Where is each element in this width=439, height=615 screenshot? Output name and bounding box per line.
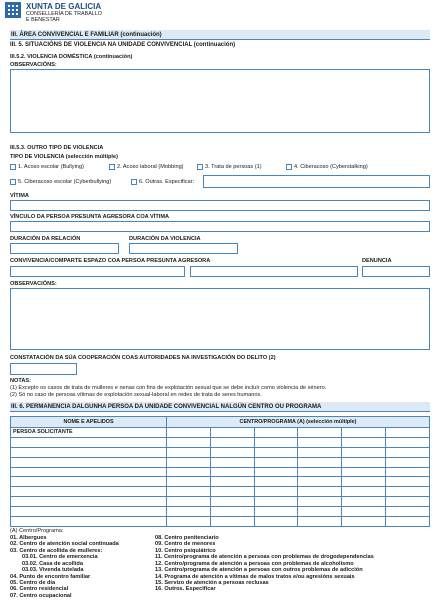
table-row[interactable]: [11, 497, 430, 507]
table-cell[interactable]: [167, 467, 211, 477]
legend-item: 06. Centro residencial: [10, 586, 69, 593]
table-cell[interactable]: [298, 477, 342, 487]
nota-2: (2) Só no caso de persoas vítimas de explotación sexual-laboral en redes de trata de seres humanos.: [10, 392, 262, 398]
convivencia-field-1[interactable]: [10, 266, 185, 277]
table-cell[interactable]: [342, 517, 386, 527]
duracion-violencia-field[interactable]: [129, 243, 238, 254]
org-name: XUNTA DE GALICIA: [26, 2, 102, 11]
legend-item: 03.02. Casa de acollida: [22, 560, 83, 567]
table-cell[interactable]: [210, 467, 254, 477]
violence-type-label: TIPO DE VIOLENCIA (selección múltiple): [10, 154, 118, 160]
section-area-convivencial: III. ÁREA CONVIVENCIAL E FAMILIAR (continuación): [10, 30, 430, 40]
table-cell[interactable]: [342, 467, 386, 477]
table-cell[interactable]: [210, 437, 254, 447]
legend-item: 05. Centro de día: [10, 579, 56, 586]
checkbox-cyberbullying[interactable]: [10, 179, 16, 185]
table-cell[interactable]: [11, 507, 167, 517]
table-row[interactable]: [11, 447, 430, 457]
table-row[interactable]: [11, 487, 430, 497]
table-cell[interactable]: [11, 457, 167, 467]
legend-right-list: [155, 535, 374, 593]
table-cell[interactable]: [386, 428, 430, 438]
dept-line-1: CONSELLERÍA DE TRABALLO: [26, 11, 102, 17]
table-cell[interactable]: [298, 467, 342, 477]
table-cell[interactable]: [342, 457, 386, 467]
col-centro-header: CENTRO/PROGRAMA (A) (selección múltiple): [167, 417, 430, 428]
option-trata: 3. Trata de persoas (1): [205, 164, 262, 170]
observations-label-2: OBSERVACIÓNS:: [10, 281, 57, 287]
table-cell[interactable]: [210, 477, 254, 487]
table-cell[interactable]: [386, 477, 430, 487]
duracion-violencia-label: DURACIÓN DA VIOLENCIA: [129, 236, 201, 242]
centro-programa-table: [10, 416, 430, 527]
nota-1: (1) Excepto os casos de trata de mulleres e nenas con fins de explotación sexual que se debe incluír como violencia de xénero.: [10, 385, 327, 391]
table-row[interactable]: [11, 428, 430, 438]
table-cell[interactable]: [167, 497, 211, 507]
notas-title: NOTAS:: [10, 378, 32, 384]
table-cell[interactable]: [254, 437, 298, 447]
legend-item: 03.01. Centro de emerxencia: [22, 554, 98, 561]
table-cell[interactable]: [210, 487, 254, 497]
table-cell[interactable]: [167, 487, 211, 497]
checkbox-bullying[interactable]: [10, 164, 16, 170]
checkbox-cyberstalking[interactable]: [286, 164, 292, 170]
legend-item: 07. Centro ocupacional: [10, 592, 72, 599]
persoa-solicitante-cell: PERSOA SOLICITANTE: [11, 428, 167, 438]
legend-item: 04. Punto de encontro familiar: [10, 573, 91, 580]
vinculo-field[interactable]: [10, 221, 430, 232]
vitima-field[interactable]: [10, 200, 430, 211]
table-cell[interactable]: [342, 428, 386, 438]
table-cell[interactable]: [11, 487, 167, 497]
table-cell[interactable]: [298, 457, 342, 467]
table-cell[interactable]: [11, 467, 167, 477]
table-row[interactable]: [11, 517, 430, 527]
legend-item: 02. Centro de atención social continuada: [10, 541, 119, 548]
table-cell[interactable]: [386, 487, 430, 497]
table-cell[interactable]: [298, 428, 342, 438]
table-cell[interactable]: [298, 487, 342, 497]
table-cell[interactable]: [254, 477, 298, 487]
legend-item: 13. Centro/programa de atención a persoas con outros problemas de adicción: [155, 567, 363, 574]
table-cell[interactable]: [11, 517, 167, 527]
table-cell[interactable]: [386, 517, 430, 527]
table-cell[interactable]: [298, 447, 342, 457]
observations-field-2[interactable]: [10, 288, 430, 350]
table-cell[interactable]: [254, 467, 298, 477]
table-cell[interactable]: [254, 497, 298, 507]
legend-item: 12. Centro/programa de atención a persoas con problemas de alcoholismo: [155, 560, 354, 567]
observations-field-1[interactable]: [10, 69, 430, 133]
table-row[interactable]: [11, 437, 430, 447]
table-cell[interactable]: [254, 517, 298, 527]
logo: [5, 2, 21, 18]
table-row[interactable]: [11, 477, 430, 487]
table-cell[interactable]: [167, 507, 211, 517]
subsection-iii53: III.5.3. OUTRO TIPO DE VIOLENCIA: [10, 145, 104, 151]
legend-item: 14. Programa de atención a vítimas de malos tratos e/ou agresións sexuais: [155, 573, 355, 580]
table-cell[interactable]: [210, 517, 254, 527]
constatacion-label: CONSTATACIÓN DA SÚA COOPERACIÓN COAS AUTORIDADES NA INVESTIGACIÓN DO DELITO (2): [10, 355, 276, 361]
legend-title: (A) Centro/Programa:: [10, 528, 64, 534]
legend-item: 08. Centro penitenciario: [155, 535, 219, 541]
xunta-logo-icon: [5, 2, 21, 18]
convivencia-field-2[interactable]: [190, 266, 358, 277]
table-cell[interactable]: [386, 497, 430, 507]
duracion-relacion-field[interactable]: [10, 243, 119, 254]
legend-item: 16. Outros. Especificar: [155, 586, 216, 593]
table-cell[interactable]: [386, 447, 430, 457]
legend-item: 09. Centro de menores: [155, 541, 216, 548]
option-bullying: 1. Acoso escolar (Bullying): [18, 164, 84, 170]
checkbox-mobbing[interactable]: [109, 164, 115, 170]
table-cell[interactable]: [167, 477, 211, 487]
duracion-relacion-label: DURACIÓN DA RELACIÓN: [10, 236, 81, 242]
table-cell[interactable]: [11, 437, 167, 447]
table-cell[interactable]: [210, 507, 254, 517]
option-cyberstalking: 4. Ciberacoso (Cyberstalking): [294, 164, 368, 170]
table-cell[interactable]: [167, 447, 211, 457]
col-name-header: NOME E APELIDOS: [11, 417, 167, 428]
legend-item: 15. Servizo de atención a persoas reclusas: [155, 579, 269, 586]
denuncia-label: DENUNCIA: [362, 258, 392, 264]
section-iii6: III. 6. PERMANENCIA DALGUNHA PERSOA DA UNIDADE CONVIVENCIAL NALGÚN CENTRO OU PROGRAMA: [10, 402, 430, 412]
table-row[interactable]: [11, 457, 430, 467]
table-cell[interactable]: [298, 497, 342, 507]
table-cell[interactable]: [167, 457, 211, 467]
table-cell[interactable]: [210, 497, 254, 507]
legend-item: 03. Centro de acollida de mulleres:: [10, 547, 103, 554]
table-cell[interactable]: [11, 497, 167, 507]
table-cell[interactable]: [386, 437, 430, 447]
table-cell[interactable]: [386, 457, 430, 467]
checkbox-trata[interactable]: [197, 164, 203, 170]
table-cell[interactable]: [167, 517, 211, 527]
option-outras: 6. Outras. Especificar:: [139, 179, 195, 185]
legend-item: 11. Centro/programa de atención a persoas con problemas de drogodependencias: [155, 554, 374, 561]
table-row[interactable]: [11, 507, 430, 517]
legend-item: 01. Albergues: [10, 535, 47, 541]
vitima-label: VÍTIMA: [10, 193, 29, 199]
table-cell[interactable]: [342, 507, 386, 517]
table-cell[interactable]: [210, 457, 254, 467]
table-header-row: [11, 417, 430, 428]
subsection-iii52: III.5.2. VIOLENCIA DOMÉSTICA (continuación): [10, 54, 133, 60]
table-row[interactable]: [11, 467, 430, 477]
observations-label-1: OBSERVACIÓNS:: [10, 62, 57, 68]
table-cell[interactable]: [342, 437, 386, 447]
table-cell[interactable]: [11, 477, 167, 487]
table-cell[interactable]: [210, 428, 254, 438]
table-cell[interactable]: [254, 487, 298, 497]
legend-item: 03.03. Vivenda tutelada: [22, 567, 84, 574]
denuncia-field[interactable]: [362, 266, 430, 277]
legend-item: 10. Centro psiquiátrico: [155, 547, 216, 554]
table-cell[interactable]: [342, 477, 386, 487]
table-cell[interactable]: [11, 447, 167, 457]
table-cell[interactable]: [254, 428, 298, 438]
dept-line-2: E BENESTAR: [26, 17, 60, 23]
table-cell[interactable]: [342, 447, 386, 457]
outras-specify-field[interactable]: [203, 175, 430, 188]
table-cell[interactable]: [298, 507, 342, 517]
table-cell[interactable]: [386, 467, 430, 477]
legend-left-list: [10, 535, 119, 599]
table-cell[interactable]: [342, 487, 386, 497]
option-cyberbullying: 5. Ciberacoso escolar (Cyberbullying): [18, 179, 112, 185]
table-cell[interactable]: [210, 447, 254, 457]
table-cell[interactable]: [254, 507, 298, 517]
table-cell[interactable]: [167, 428, 211, 438]
table-cell[interactable]: [386, 507, 430, 517]
option-mobbing: 2. Acoso laboral (Mobbing): [117, 164, 184, 170]
vinculo-label: VÍNCULO DA PERSOA PRESUNTA AGRESORA COA VÍTIMA: [10, 214, 170, 220]
subsection-iii5: III. 5. SITUACIÓNS DE VIOLENCIA NA UNIDADE CONVIVENCIAL (continuación): [10, 42, 236, 48]
table-cell[interactable]: [298, 517, 342, 527]
constatacion-field[interactable]: [10, 363, 77, 375]
table-cell[interactable]: [298, 437, 342, 447]
convivencia-label: CONVIVENCIA/COMPARTE ESPAZO COA PERSOA PRESUNTA AGRESORA: [10, 258, 211, 264]
table-cell[interactable]: [342, 497, 386, 507]
checkbox-outras[interactable]: [131, 179, 137, 185]
table-cell[interactable]: [254, 447, 298, 457]
table-cell[interactable]: [167, 437, 211, 447]
table-cell[interactable]: [254, 457, 298, 467]
